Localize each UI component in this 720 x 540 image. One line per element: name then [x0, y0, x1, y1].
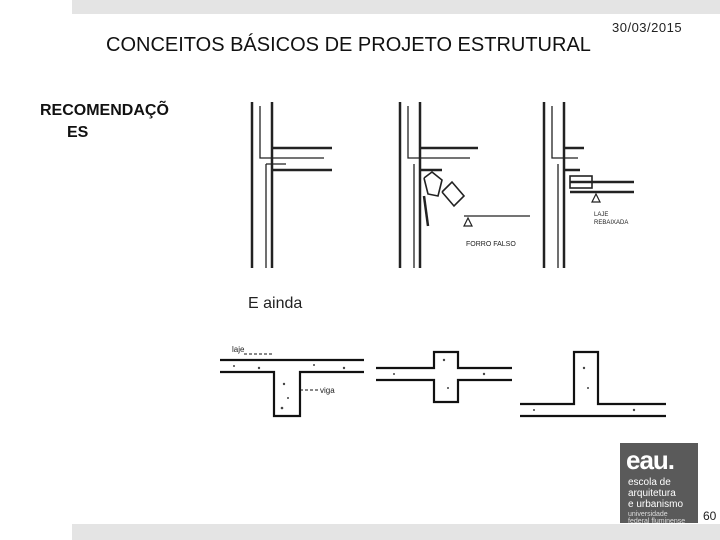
slab-beam-sections-drawing — [214, 288, 674, 428]
label-forro-falso: FORRO FALSO — [466, 241, 516, 248]
column-slab-details-drawing — [228, 96, 680, 276]
detail-1-column-slab — [252, 102, 332, 268]
label-laje-section: laje — [232, 345, 245, 354]
logo-line-2: arquitetura — [628, 488, 676, 499]
top-decor-bar — [72, 0, 720, 14]
eau-logo — [620, 443, 698, 523]
logo-sub-1: universidade — [628, 511, 668, 518]
logo-eau-text: eau. — [626, 445, 675, 475]
detail-3-column-lowered-slab — [544, 102, 634, 268]
side-label-line1: RECOMENDAÇÕ — [40, 102, 169, 119]
label-viga: viga — [320, 386, 335, 395]
bottom-decor-bar — [72, 524, 720, 540]
side-label — [40, 100, 215, 144]
slide-date: 30/03/2015 — [612, 20, 683, 35]
logo-sub-2: federal fluminense — [628, 518, 686, 525]
label-rebaixada: REBAIXADA — [594, 220, 629, 226]
logo-line-1: escola de — [628, 477, 671, 488]
e-ainda-heading: E ainda — [248, 295, 303, 312]
section-3-upturned-beam — [520, 352, 666, 416]
label-laje: LAJE — [594, 212, 609, 218]
side-label-line2: ES — [67, 124, 89, 141]
slide-title: CONCEITOS BÁSICOS DE PROJETO ESTRUTURAL — [106, 34, 591, 56]
logo-line-3: e urbanismo — [628, 499, 684, 510]
page-number: 60 — [703, 509, 717, 523]
section-1-t-beam — [220, 360, 364, 416]
